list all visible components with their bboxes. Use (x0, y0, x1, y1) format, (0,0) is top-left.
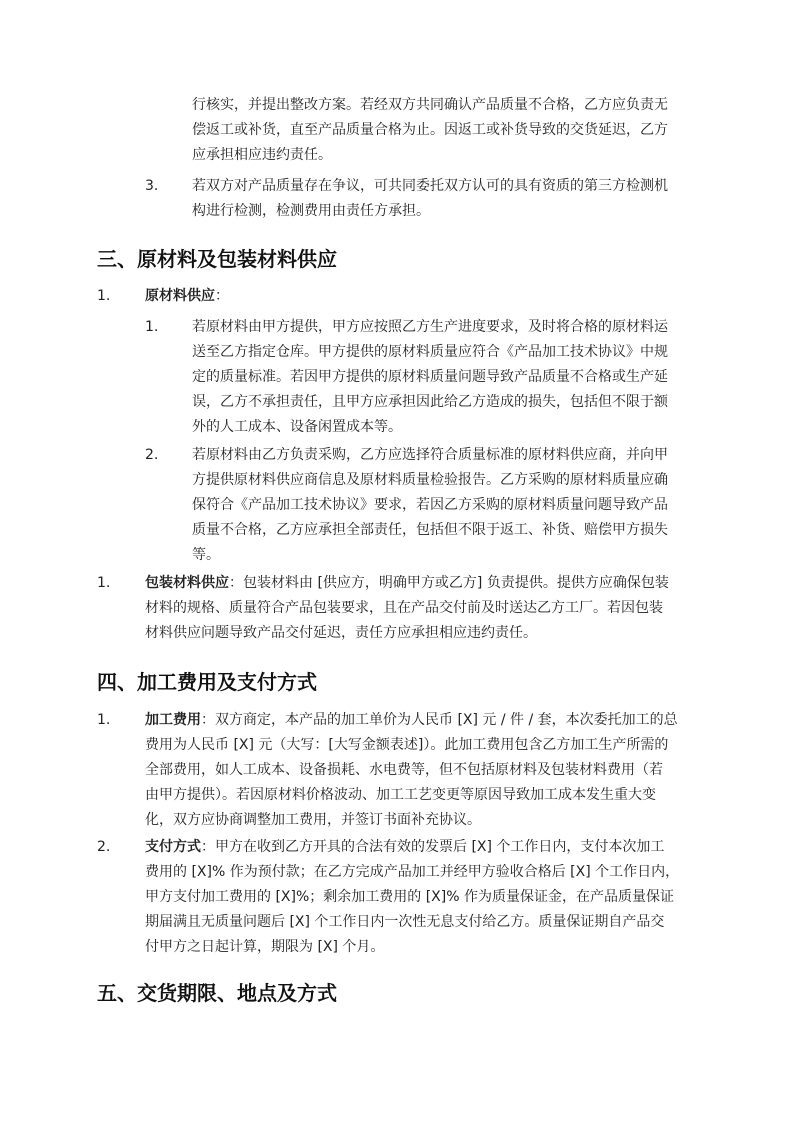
paragraph-line: 质量不合格，乙方应承担全部责任，包括但不限于返工、补货、赔偿甲方损失 (192, 522, 668, 538)
paragraph-line (145, 835, 664, 860)
paragraph-line: 付甲方之日起计算，期限为 [X] 个月。 (145, 939, 385, 955)
item-text: ：双方商定，本产品的加工单价为人民币 [X] 元 / 件 / 套，本次委托加工的总 (201, 712, 678, 728)
paragraph-line: 化，双方应协商调整加工费用，并签订书面补充协议。 (145, 812, 481, 828)
list-number: 3. (145, 178, 159, 194)
section-title: 四、加工费用及支付方式 (97, 670, 317, 694)
paragraph-line: 误，乙方不承担责任，且甲方应承担因此给乙方造成的损失，包括但不限于额 (192, 394, 668, 410)
paragraph-line: 应承担相应违约责任。 (192, 147, 332, 163)
paragraph-line: 偿返工或补货，直至产品质量合格为止。因返工或补货导致的交货延迟，乙方 (192, 122, 668, 138)
list-number: 2. (145, 447, 159, 463)
paragraph-line: 行核实，并提出整改方案。若经双方共同确认产品质量不合格，乙方应负责无 (192, 97, 668, 113)
list-number: 2. (97, 839, 111, 855)
paragraph-line: 费用的 [X]% 作为预付款；在乙方完成产品加工并经甲方验收合格后 [X] 个工作日内， (145, 864, 680, 880)
section-title: 五、交货期限、地点及方式 (97, 981, 337, 1005)
item-label: 原材料供应 (145, 288, 215, 304)
list-number: 1. (97, 575, 111, 591)
paragraph-line: 由甲方提供）。若因原材料价格波动、加工工艺变更等原因导致加工成本发生重大变 (145, 787, 656, 803)
item-text: ：甲方在收到乙方开具的合法有效的发票后 [X] 个工作日内，支付本次加工 (201, 839, 665, 855)
item-label: 加工费用 (145, 712, 201, 728)
paragraph-line (145, 708, 678, 733)
paragraph-line: 送至乙方指定仓库。甲方提供的原材料质量应符合《产品加工技术协议》中规 (192, 344, 668, 360)
paragraph-line: 全部费用，如人工成本、设备损耗、水电费等，但不包括原材料及包装材料费用（若 (145, 762, 663, 778)
paragraph-line: 材料供应问题导致产品交付延迟，责任方应承担相应违约责任。 (145, 625, 537, 641)
list-item-heading (145, 284, 229, 309)
paragraph-line: 保符合《产品加工技术协议》要求，若因乙方采购的原材料质量问题导致产品 (192, 497, 668, 513)
paragraph-line: 定的质量标准。若因甲方提供的原材料质量问题导致产品质量不合格或生产延 (192, 369, 668, 385)
paragraph-line: 等。 (192, 547, 220, 563)
item-label: 支付方式 (145, 839, 201, 855)
list-number: 1. (97, 288, 111, 304)
paragraph-line: 构进行检测，检测费用由责任方承担。 (192, 203, 430, 219)
item-text: ： (215, 288, 229, 304)
list-number: 1. (97, 712, 111, 728)
paragraph-line: 期届满且无质量问题后 [X] 个工作日内一次性无息支付给乙方。质量保证期自产品交 (145, 914, 665, 930)
list-number: 1. (145, 319, 159, 335)
paragraph-line: 甲方支付加工费用的 [X]%；剩余加工费用的 [X]% 作为质量保证金，在产品质量保证 (145, 889, 674, 905)
paragraph-line: 若原材料由甲方提供，甲方应按照乙方生产进度要求，及时将合格的原材料运 (192, 319, 668, 335)
paragraph-line: 若双方对产品质量存在争议，可共同委托双方认可的具有资质的第三方检测机 (192, 178, 668, 194)
paragraph-line: 外的人工成本、设备闲置成本等。 (192, 419, 402, 435)
item-label: 包装材料供应 (145, 575, 229, 591)
section-title: 三、原材料及包装材料供应 (97, 247, 337, 271)
paragraph-line: 若原材料由乙方负责采购，乙方应选择符合质量标准的原材料供应商，并向甲 (192, 447, 668, 463)
paragraph-line: 材料的规格、质量符合产品包装要求，且在产品交付前及时送达乙方工厂。若因包装 (145, 600, 663, 616)
paragraph-line: 方提供原材料供应商信息及原材料质量检验报告。乙方采购的原材料质量应确 (192, 472, 668, 488)
paragraph-line (145, 571, 669, 596)
paragraph-line: 费用为人民币 [X] 元（大写：[大写金额表述]）。此加工费用包含乙方加工生产所需的 (145, 737, 669, 753)
item-text: ：包装材料由 [供应方，明确甲方或乙方] 负责提供。提供方应确保包装 (229, 575, 669, 591)
